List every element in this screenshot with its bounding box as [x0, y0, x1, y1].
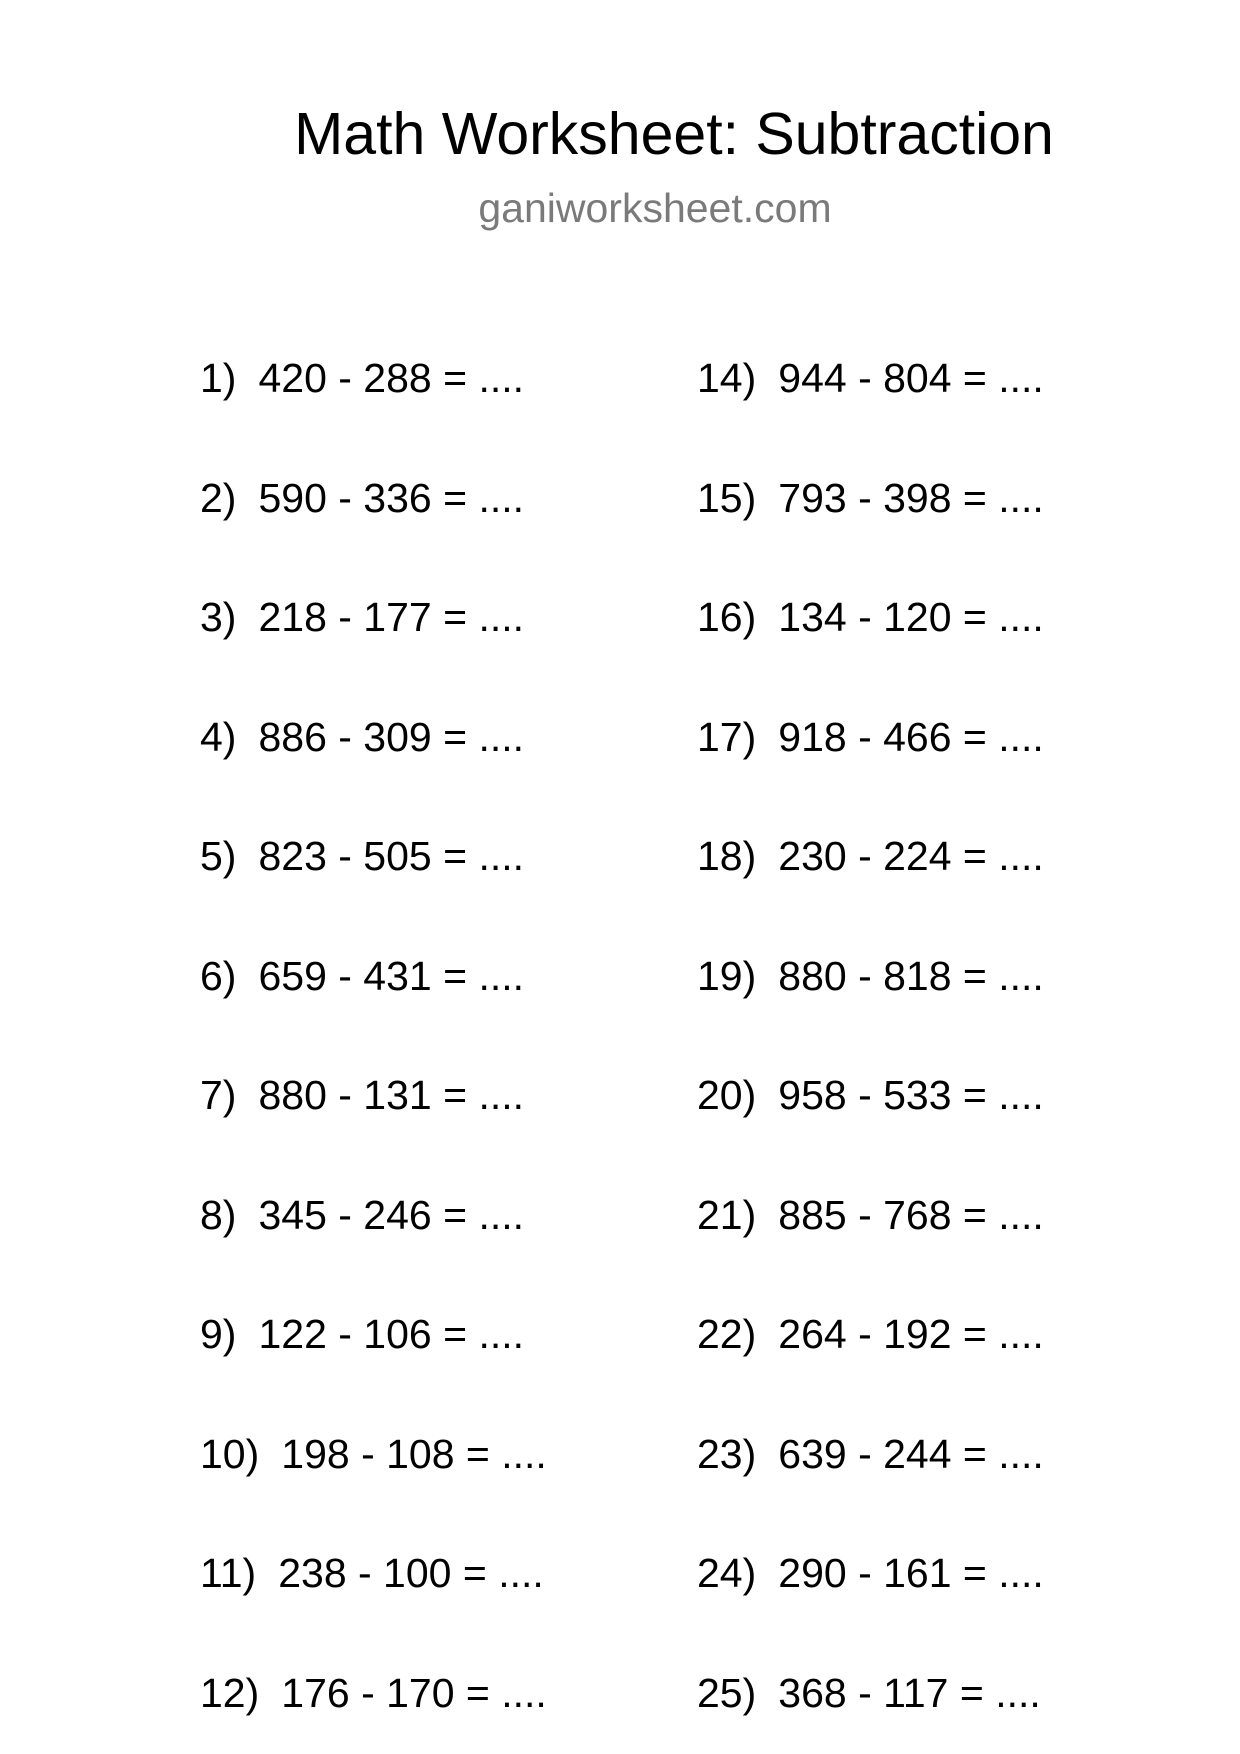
- problem-item: [697, 1190, 1044, 1240]
- problem-equation: 218 - 177 = ....: [258, 594, 525, 640]
- problem-equation: 230 - 224 = ....: [778, 833, 1044, 879]
- problem-item: [697, 1070, 1044, 1120]
- problem-number: 11): [200, 1550, 257, 1596]
- problem-number: 8): [200, 1192, 237, 1238]
- problem-number: 19): [697, 953, 757, 999]
- problem-item: [697, 831, 1044, 881]
- problem-equation: 659 - 431 = ....: [258, 953, 525, 999]
- problem-number: 2): [200, 475, 237, 521]
- problem-number: 23): [697, 1431, 757, 1477]
- problem-item: [697, 712, 1044, 762]
- problem-number: 4): [200, 714, 237, 760]
- problem-equation: 885 - 768 = ....: [778, 1192, 1044, 1238]
- problem-equation: 823 - 505 = ....: [258, 833, 525, 879]
- problem-equation: 958 - 533 = ....: [778, 1072, 1044, 1118]
- page-title: Math Worksheet: Subtraction: [294, 101, 1054, 167]
- problem-item: [200, 473, 524, 523]
- problem-equation: 345 - 246 = ....: [258, 1192, 525, 1238]
- problem-equation: 590 - 336 = ....: [258, 475, 525, 521]
- problem-equation: 880 - 818 = ....: [778, 953, 1044, 999]
- problem-item: [697, 951, 1044, 1001]
- problem-number: 16): [697, 594, 757, 640]
- problem-item: [200, 1668, 547, 1718]
- problem-item: [697, 1548, 1044, 1598]
- problem-number: 12): [200, 1670, 260, 1716]
- problem-equation: 238 - 100 = ....: [278, 1550, 544, 1596]
- problem-item: [200, 1190, 524, 1240]
- problem-equation: 368 - 117 = ....: [778, 1670, 1041, 1716]
- problem-item: [200, 1309, 524, 1359]
- problem-equation: 420 - 288 = ....: [258, 355, 525, 401]
- problem-number: 3): [200, 594, 237, 640]
- problem-equation: 886 - 309 = ....: [258, 714, 525, 760]
- problem-number: 9): [200, 1311, 237, 1357]
- problem-equation: 176 - 170 = ....: [281, 1670, 547, 1716]
- problem-number: 24): [697, 1550, 757, 1596]
- problem-equation: 198 - 108 = ....: [281, 1431, 547, 1477]
- site-name: ganiworksheet.com: [478, 185, 832, 231]
- problem-equation: 880 - 131 = ....: [258, 1072, 525, 1118]
- problem-equation: 122 - 106 = ....: [258, 1311, 525, 1357]
- problem-number: 17): [697, 714, 757, 760]
- problem-number: 25): [697, 1670, 757, 1716]
- problem-number: 6): [200, 953, 237, 999]
- problem-number: 20): [697, 1072, 757, 1118]
- problem-number: 5): [200, 833, 237, 879]
- problem-number: 10): [200, 1431, 260, 1477]
- problem-item: [200, 1548, 544, 1598]
- problem-equation: 290 - 161 = ....: [778, 1550, 1044, 1596]
- problem-equation: 793 - 398 = ....: [778, 475, 1044, 521]
- problem-item: [200, 592, 524, 642]
- problem-item: [697, 1668, 1041, 1718]
- problem-item: [200, 1070, 524, 1120]
- problem-equation: 944 - 804 = ....: [778, 355, 1044, 401]
- problem-item: [697, 1309, 1044, 1359]
- problem-equation: 639 - 244 = ....: [778, 1431, 1044, 1477]
- problem-item: [200, 831, 524, 881]
- problem-equation: 918 - 466 = ....: [778, 714, 1044, 760]
- problem-number: 22): [697, 1311, 757, 1357]
- problem-item: [697, 592, 1044, 642]
- problem-item: [200, 951, 524, 1001]
- problem-number: 15): [697, 475, 757, 521]
- problem-equation: 264 - 192 = ....: [778, 1311, 1044, 1357]
- problem-number: 21): [697, 1192, 757, 1238]
- problem-number: 7): [200, 1072, 237, 1118]
- problem-item: [697, 353, 1044, 403]
- problem-item: [697, 1429, 1044, 1479]
- problem-equation: 134 - 120 = ....: [778, 594, 1044, 640]
- problem-item: [200, 353, 524, 403]
- problem-item: [200, 1429, 547, 1479]
- problem-number: 1): [200, 355, 237, 401]
- problem-item: [697, 473, 1044, 523]
- problem-item: [200, 712, 524, 762]
- problem-number: 14): [697, 355, 757, 401]
- problem-number: 18): [697, 833, 757, 879]
